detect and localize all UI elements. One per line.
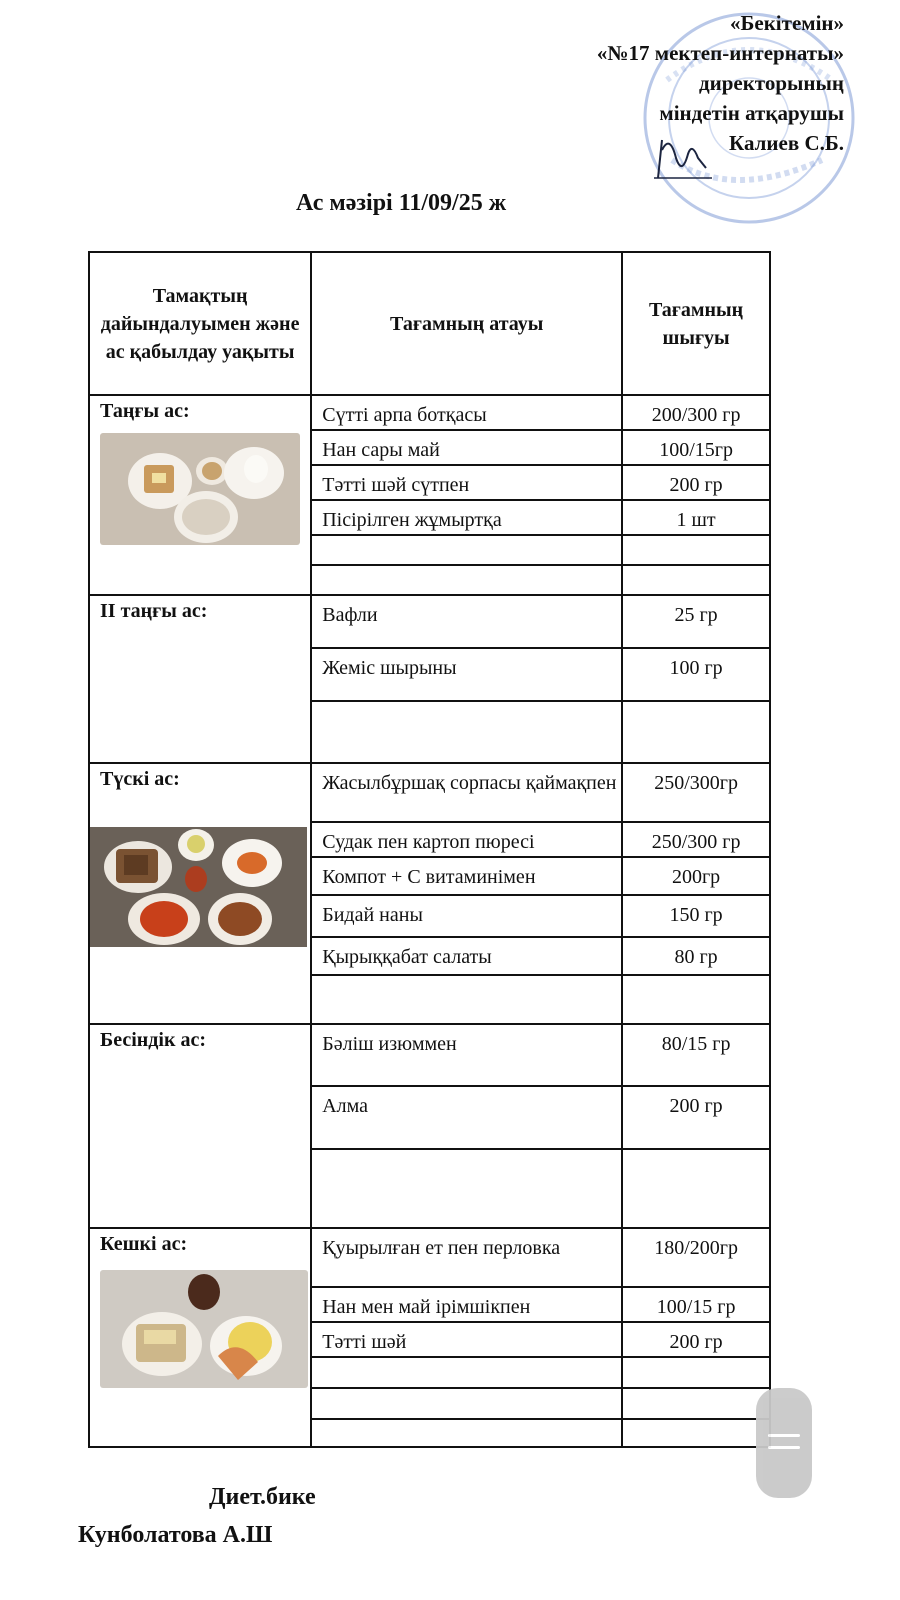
approval-line: «№17 мектеп-интернаты» [596, 41, 844, 65]
meal-dinner [89, 1228, 311, 1447]
approval-director-name: Калиев С.Б. [729, 131, 844, 155]
approval-line: міндетін атқарушы [659, 101, 844, 125]
dietitian-title: Диет.бике [209, 1484, 316, 1510]
dish-amount: 100 гр [622, 648, 770, 701]
dish-name [311, 1388, 622, 1419]
menu-table [88, 251, 771, 1448]
dish-name: Пісірілген жұмыртқа [311, 500, 622, 535]
dish-name [311, 1149, 622, 1228]
dish-name [311, 565, 622, 595]
dish-amount: 200 гр [622, 465, 770, 500]
dish-name: Қырыққабат салаты [311, 937, 622, 975]
dish-amount [622, 1388, 770, 1419]
lunch-photo [90, 827, 307, 947]
approval-line: «Бекітемін» [729, 11, 844, 35]
dish-name [311, 1419, 622, 1447]
page-title: Ас мәзірі 11/09/25 ж [296, 190, 507, 216]
approval-line: директорының [698, 71, 844, 95]
dish-name: Тәтті шәй сүтпен [311, 465, 622, 500]
dish-amount [622, 1419, 770, 1447]
dish-name [311, 535, 622, 565]
dish-amount: 150 гр [622, 895, 770, 937]
dish-amount [622, 975, 770, 1024]
dinner-photo [100, 1270, 308, 1388]
dish-name: Компот + С витаминімен [311, 857, 622, 895]
meal-lunch [89, 763, 311, 1024]
dish-amount: 100/15 гр [622, 1287, 770, 1322]
meal-breakfast [89, 395, 311, 595]
dish-amount [622, 535, 770, 565]
dish-amount: 200 гр [622, 1322, 770, 1357]
header-dish-name: Тағамның атауы [311, 252, 622, 395]
meal-second-breakfast [89, 595, 311, 763]
dish-name: Бидай наны [311, 895, 622, 937]
dietitian-name: Кунболатова А.Ш [78, 1522, 273, 1548]
dish-name: Нан мен май ірімшікпен [311, 1287, 622, 1322]
dish-amount: 250/300гр [622, 763, 770, 822]
approval-block [597, 8, 844, 158]
dish-amount [622, 1149, 770, 1228]
dish-name [311, 1357, 622, 1388]
dish-name: Бәліш изюммен [311, 1024, 622, 1086]
dish-name: Тәтті шәй [311, 1322, 622, 1357]
dish-amount [622, 701, 770, 763]
meal-label: ІІ таңғы ас: [100, 600, 208, 622]
dish-name: Алма [311, 1086, 622, 1149]
dish-name: Нан сары май [311, 430, 622, 465]
dish-amount: 250/300 гр [622, 822, 770, 857]
dish-name: Вафли [311, 595, 622, 648]
dish-amount [622, 565, 770, 595]
meal-afternoon-snack [89, 1024, 311, 1228]
dish-name: Судак пен картоп пюресі [311, 822, 622, 857]
meal-label: Кешкі ас: [100, 1233, 188, 1255]
dish-amount: 180/200гр [622, 1228, 770, 1287]
header-portion: Тағамның шығуы [622, 252, 770, 395]
header-meal-time: Тамақтың дайындалуымен және ас қабылдау уақыты [89, 252, 311, 395]
scroll-grip-line [768, 1434, 800, 1437]
scroll-handle[interactable] [756, 1388, 812, 1498]
dish-amount: 80 гр [622, 937, 770, 975]
dish-amount: 200гр [622, 857, 770, 895]
meal-label: Таңғы ас: [100, 400, 190, 422]
dish-amount: 1 шт [622, 500, 770, 535]
meal-label: Бесіндік ас: [100, 1029, 207, 1051]
dish-amount: 25 гр [622, 595, 770, 648]
scroll-grip-line [768, 1446, 800, 1449]
dish-amount: 100/15гр [622, 430, 770, 465]
dish-name: Жасылбұршақ сорпасы қаймақпен [311, 763, 622, 822]
meal-label: Түскі ас: [100, 768, 180, 790]
dish-name: Жеміс шырыны [311, 648, 622, 701]
dish-amount: 200/300 гр [622, 395, 770, 430]
dish-amount: 80/15 гр [622, 1024, 770, 1086]
dish-amount: 200 гр [622, 1086, 770, 1149]
dish-name [311, 975, 622, 1024]
dish-name [311, 701, 622, 763]
breakfast-photo [100, 433, 300, 545]
dish-name: Сүтті арпа ботқасы [311, 395, 622, 430]
dish-name: Қуырылған ет пен перловка [311, 1228, 622, 1287]
dish-amount [622, 1357, 770, 1388]
